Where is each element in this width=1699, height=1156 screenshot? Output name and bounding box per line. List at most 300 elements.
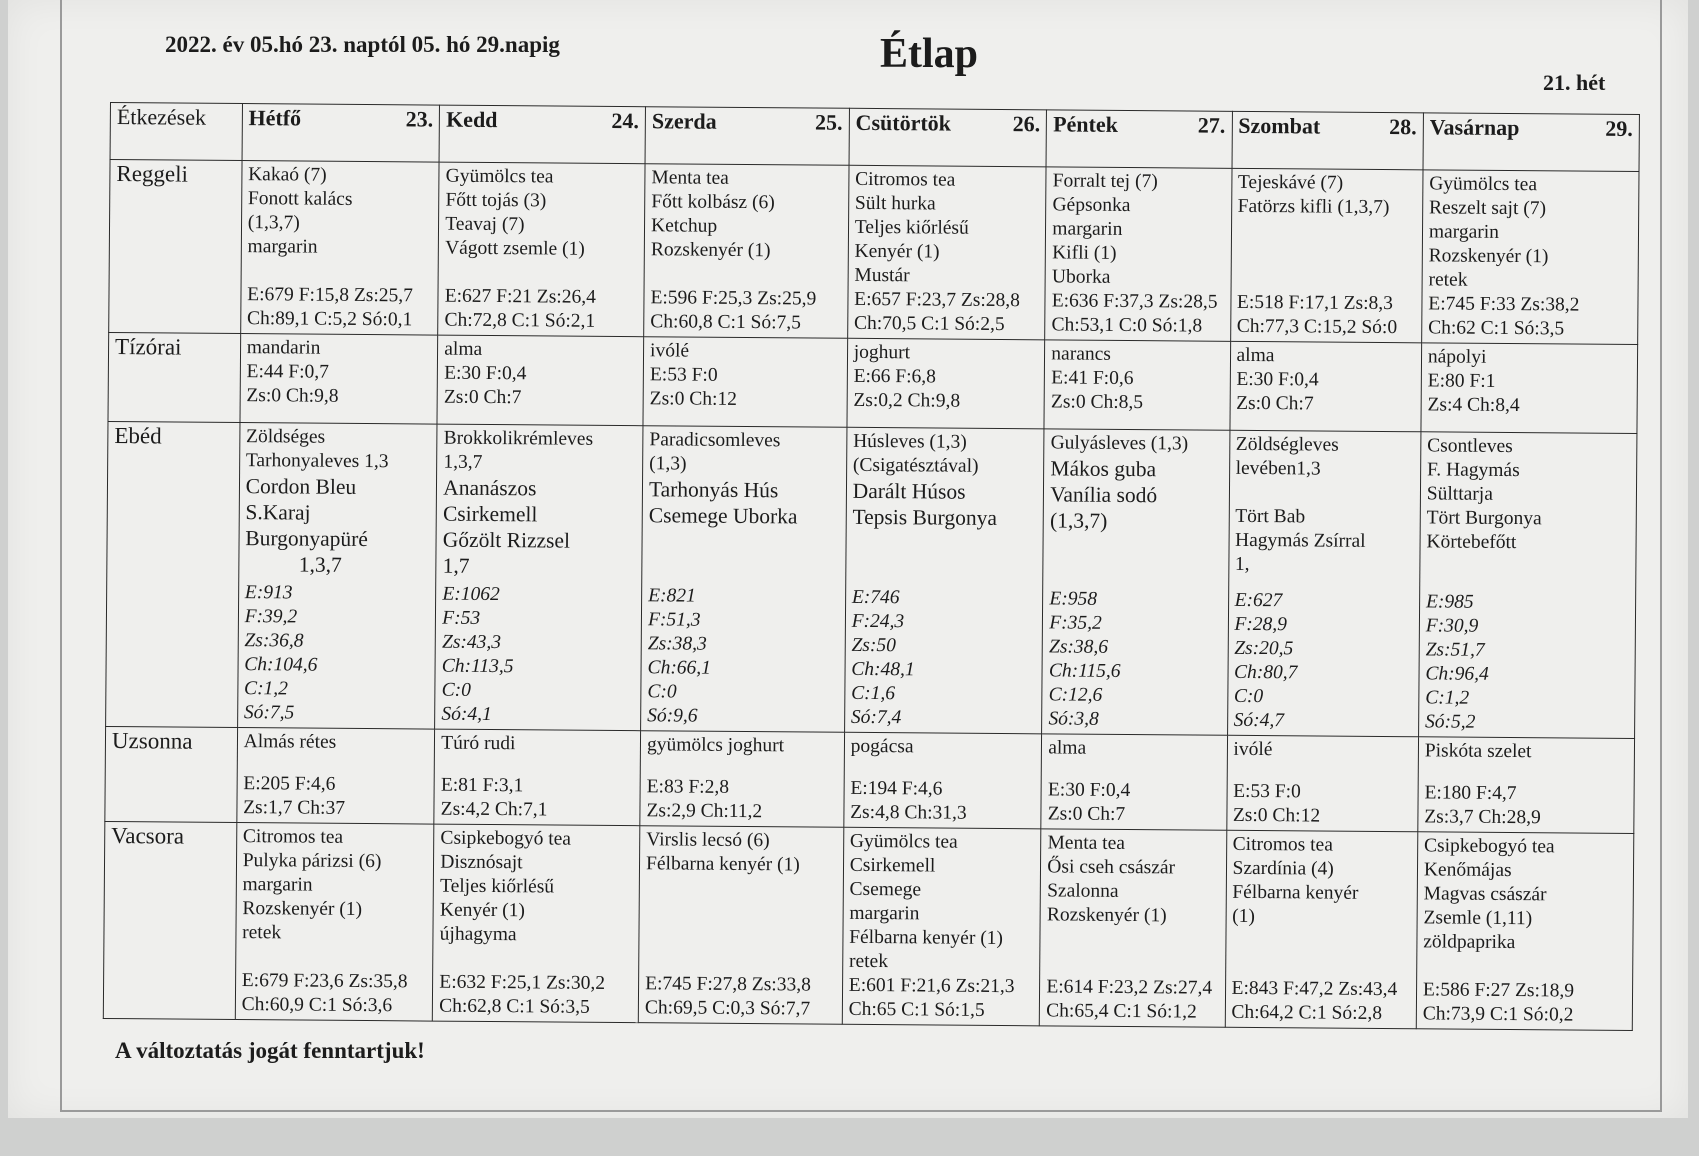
cell-body <box>850 735 1035 826</box>
menu-item: levében1,3 <box>1235 457 1321 480</box>
cell-body <box>645 828 837 1021</box>
menu-cell <box>1045 167 1232 341</box>
nutrition-line: Ch:113,5 <box>441 655 514 678</box>
menu-item: Rozskenyér (1) <box>1046 904 1167 927</box>
nutrition-line: C:0 <box>441 679 471 701</box>
menu-item: Rozskenyér (1) <box>650 239 771 262</box>
meal-label: Vacsora <box>103 821 236 1019</box>
menu-item: pogácsa <box>850 735 914 758</box>
main-dish-line: Vanília sodó <box>1050 482 1158 508</box>
menu-item: Zs:4 Ch:8,4 <box>1427 394 1520 417</box>
nutrition-info <box>242 969 427 1018</box>
menu-item: Csontleves <box>1427 435 1513 458</box>
menu-item: 1, <box>1234 553 1250 575</box>
menu-item: Félbarna kenyér <box>1232 881 1359 904</box>
menu-items <box>849 830 1035 975</box>
menu-item: Gyümölcs tea <box>849 830 958 853</box>
menu-item: Sült hurka <box>854 192 936 215</box>
page-title: Étlap <box>880 31 979 77</box>
nutrition-line: E:205 F:4,6 <box>243 773 336 795</box>
menu-cell <box>235 823 434 1022</box>
menu-items <box>444 338 637 412</box>
menu-items <box>1052 169 1225 290</box>
menu-item: F. Hagymás <box>1426 459 1520 482</box>
menu-item: Tejeskávé (7) <box>1237 171 1344 194</box>
menu-item: E:30 F:0,4 <box>1236 368 1319 391</box>
nutrition-info <box>650 286 841 335</box>
nutrition-line: C:1,2 <box>244 678 289 700</box>
nutrition-line: Ch:53,1 C:0 Só:1,8 <box>1051 314 1203 337</box>
main-dish-line: Darált Húsos <box>852 478 966 504</box>
menu-cell <box>240 334 438 425</box>
menu-item: Forralt tej (7) <box>1052 170 1158 193</box>
menu-item: margarin <box>849 902 920 925</box>
nutrition-info <box>1425 590 1629 736</box>
nutrition-line: Ch:115,6 <box>1048 660 1121 682</box>
menu-item: ivólé <box>1233 738 1273 761</box>
menu-cell <box>847 338 1045 429</box>
menu-item: ivólé <box>650 340 690 362</box>
menu-item: zöldpaprika <box>1423 931 1516 954</box>
day-name: Csütörtök <box>855 109 952 136</box>
menu-items <box>443 427 637 581</box>
nutrition-info <box>444 285 637 335</box>
menu-item: Tarhonyaleves 1,3 <box>245 450 389 473</box>
nutrition-line: E:627 F:21 Zs:26,4 <box>444 285 596 308</box>
nutrition-info <box>441 774 634 824</box>
menu-cell <box>640 731 844 828</box>
nutrition-info <box>849 974 1034 1023</box>
main-dish-line: S.Karaj <box>245 500 311 525</box>
nutrition-line: E:632 F:25,1 Zs:30,2 <box>439 971 606 994</box>
nutrition-line: Ch:62 C:1 Só:3,5 <box>1428 317 1565 340</box>
menu-item: Citromos tea <box>242 826 344 848</box>
nutrition-info <box>1048 587 1221 732</box>
menu-item: Disznósajt <box>440 851 523 874</box>
nutrition-info <box>1051 289 1224 338</box>
menu-item: Piskóta szelet <box>1424 740 1532 763</box>
nutrition-line: Zs:51,7 <box>1425 639 1485 661</box>
nutrition-line: Ch:96,4 <box>1425 663 1489 685</box>
menu-item: Zs:0 Ch:7 <box>443 386 522 409</box>
nutrition-line: E:518 F:17,1 Zs:8,3 <box>1236 291 1394 315</box>
menu-item: Csipkebogyó tea <box>1423 835 1555 858</box>
nutrition-line: F:53 <box>442 607 481 629</box>
nutrition-line: Ch:104,6 <box>244 654 318 676</box>
menu-table-wrap <box>103 102 1640 1031</box>
menu-items <box>646 828 837 877</box>
day-name: Kedd <box>446 106 498 133</box>
day-header <box>1046 110 1232 168</box>
nutrition-line: E:601 F:21,6 Zs:21,3 <box>848 974 1015 998</box>
menu-item: Gyümölcs tea <box>1429 173 1538 196</box>
nutrition-line: Só:3,8 <box>1048 708 1099 730</box>
menu-cell <box>434 729 641 826</box>
menu-item: Kenőmájas <box>1423 859 1512 882</box>
menu-item: Menta tea <box>651 167 729 189</box>
day-number: 26. <box>1012 111 1041 137</box>
nutrition-line: Zs:1,7 Ch:37 <box>243 797 346 819</box>
day-name: Szerda <box>651 108 717 134</box>
nutrition-info <box>1231 977 1410 1026</box>
menu-items <box>649 428 840 529</box>
nutrition-line: Ch:65,4 C:1 Só:1,2 <box>1046 1000 1197 1023</box>
menu-cell <box>437 335 643 426</box>
menu-item: retek <box>1428 269 1468 291</box>
cell-body <box>650 166 842 335</box>
menu-cell <box>844 732 1042 829</box>
menu-cell <box>1044 340 1230 430</box>
menu-item: Csirkemell <box>849 854 936 877</box>
nutrition-info <box>850 777 1035 826</box>
menu-item: (Csigatésztával) <box>852 454 979 477</box>
nutrition-line: F:28,9 <box>1234 613 1288 636</box>
meal-label: Ebéd <box>106 421 240 727</box>
menu-items <box>245 425 431 578</box>
menu-item: Szalonna <box>1047 880 1119 902</box>
nutrition-line: F:30,9 <box>1425 615 1479 637</box>
cell-body <box>242 825 428 1018</box>
day-number: 27. <box>1197 112 1226 138</box>
main-dish-line: Gőzölt Rizzsel <box>442 527 571 553</box>
nutrition-line: Só:7,4 <box>850 706 902 729</box>
week-number: 21. hét <box>1543 70 1606 95</box>
cell-body <box>1233 738 1412 829</box>
day-name: Hétfő <box>248 105 302 131</box>
menu-item: retek <box>848 950 889 973</box>
nutrition-line: E:821 <box>648 585 696 607</box>
menu-item: (1) <box>1232 905 1255 928</box>
menu-items <box>1236 344 1415 417</box>
menu-cell <box>237 728 435 825</box>
main-dish-line: Cordon Bleu <box>245 474 357 499</box>
menu-item: E:53 F:0 <box>649 364 718 386</box>
menu-item: nápolyi <box>1427 346 1487 368</box>
cell-body <box>1424 739 1628 831</box>
nutrition-line: C:12,6 <box>1048 684 1103 706</box>
menu-cell <box>1421 343 1638 434</box>
nutrition-line: Zs:38,3 <box>647 633 707 655</box>
cell-body <box>650 339 841 424</box>
menu-item: Zs:0 Ch:7 <box>1236 392 1314 415</box>
nutrition-info <box>854 288 1039 337</box>
cell-body <box>246 336 431 421</box>
day-name: Vasárnap <box>1429 114 1520 141</box>
menu-items <box>247 163 432 260</box>
main-dish-line: Burgonyapüré <box>245 526 368 552</box>
menu-item <box>1235 481 1414 506</box>
nutrition-info <box>243 772 428 821</box>
nutrition-line: Zs:20,5 <box>1234 637 1294 660</box>
nutrition-line: C:0 <box>1233 685 1264 708</box>
nutrition-line: Ch:66,1 <box>647 657 712 679</box>
nutrition-info <box>851 586 1037 731</box>
nutrition-info <box>1233 780 1412 829</box>
menu-items <box>651 166 842 263</box>
menu-item: Pulyka párizsi (6) <box>242 850 382 873</box>
menu-item: Vágott zsemle (1) <box>445 237 585 260</box>
nutrition-info <box>647 584 839 729</box>
menu-items <box>852 430 1037 531</box>
nutrition-line: E:83 F:2,8 <box>646 776 730 798</box>
day-number: 24. <box>611 107 639 134</box>
menu-item: Zs:0,2 Ch:9,8 <box>853 389 961 412</box>
menu-item: Zöldséges <box>245 426 326 448</box>
meal-label: Reggeli <box>109 160 242 334</box>
nutrition-info <box>1234 589 1414 734</box>
menu-item: Túró rudi <box>441 732 516 755</box>
menu-item: újhagyma <box>439 923 517 946</box>
nutrition-info <box>441 583 635 729</box>
nutrition-line: Ch:89,1 C:5,2 Só:0,1 <box>246 308 413 331</box>
cell-body <box>444 165 638 335</box>
menu-items <box>1426 434 1630 556</box>
menu-items <box>1232 833 1411 930</box>
nutrition-line: E:843 F:47,2 Zs:43,4 <box>1231 977 1398 1001</box>
nutrition-line: Zs:0 Ch:12 <box>1232 804 1321 827</box>
menu-item: Hagymás Zsírral <box>1235 529 1366 552</box>
nutrition-info <box>1237 291 1416 340</box>
menu-items <box>440 827 634 949</box>
main-dish-line: 1,3,7 <box>244 552 342 577</box>
meal-row <box>106 421 1637 738</box>
menu-cell <box>435 424 643 731</box>
day-header <box>849 108 1047 167</box>
menu-items <box>445 165 639 263</box>
menu-cell <box>644 164 849 339</box>
menu-item: Kakaó (7) <box>248 164 327 186</box>
menu-cell <box>1229 341 1421 432</box>
nutrition-line: Zs:50 <box>851 634 897 657</box>
nutrition-line: E:194 F:4,6 <box>850 777 943 800</box>
nutrition-line: Só:4,7 <box>1233 709 1285 732</box>
menu-items <box>246 336 431 409</box>
cell-body <box>439 827 633 1021</box>
nutrition-line: Zs:38,6 <box>1048 636 1109 658</box>
menu-item: Gulyásleves (1,3) <box>1050 432 1189 455</box>
menu-items <box>1428 172 1632 294</box>
menu-items <box>1048 736 1220 761</box>
menu-item: Tört Bab <box>1235 505 1306 528</box>
day-header <box>1232 111 1424 170</box>
cell-body <box>647 428 840 729</box>
nutrition-line: E:627 <box>1234 589 1283 612</box>
menu-item: Reszelt sajt (7) <box>1429 197 1547 220</box>
day-name: Szombat <box>1238 112 1321 139</box>
date-range: 2022. év 05.hó 23. naptól 05. hó 29.napig <box>165 32 560 57</box>
nutrition-line: Ch:72,8 C:1 Só:2,1 <box>444 309 596 332</box>
menu-cell <box>1418 737 1635 834</box>
menu-items <box>1047 831 1220 928</box>
menu-item: Csemege <box>849 878 922 901</box>
nutrition-line: Ch:73,9 C:1 Só:0,2 <box>1422 1003 1574 1026</box>
menu-cell <box>1040 829 1227 1027</box>
nutrition-line: E:746 <box>851 586 900 609</box>
meal-row <box>108 332 1638 433</box>
menu-cell <box>1042 429 1230 735</box>
menu-item: E:30 F:0,4 <box>444 362 527 385</box>
menu-cell <box>638 826 843 1025</box>
menu-items <box>441 732 634 758</box>
nutrition-line: Zs:4,2 Ch:7,1 <box>440 798 548 821</box>
nutrition-line: C:1,2 <box>1425 687 1470 709</box>
nutrition-line: E:1062 <box>442 583 500 606</box>
main-dish-line: Mákos guba <box>1050 456 1157 482</box>
nutrition-line: E:913 <box>244 582 293 604</box>
menu-item: narancs <box>1051 343 1111 365</box>
nutrition-line: Ch:70,5 C:1 Só:2,5 <box>853 312 1005 336</box>
menu-item: margarin <box>247 236 318 258</box>
main-dish-line: Csemege Uborka <box>648 503 798 529</box>
main-dish-line: Ananászos <box>443 475 537 501</box>
menu-item: E:41 F:0,6 <box>1051 367 1134 390</box>
nutrition-info <box>1048 778 1221 827</box>
cell-body <box>853 341 1038 426</box>
menu-item: margarin <box>242 874 313 896</box>
cell-body <box>1428 172 1632 342</box>
menu-item: Sülttarja <box>1426 483 1493 505</box>
day-number: 29. <box>1605 115 1633 141</box>
nutrition-line: E:679 F:15,8 Zs:25,7 <box>247 284 414 307</box>
nutrition-line: Ch:48,1 <box>851 658 915 681</box>
meal-label: Tízórai <box>108 332 240 422</box>
menu-item: Gyümölcs tea <box>445 165 554 188</box>
menu-item: mandarin <box>246 337 321 359</box>
nutrition-line: F:51,3 <box>647 609 701 631</box>
menu-item: alma <box>444 338 483 360</box>
main-dish-line: 1,7 <box>442 553 470 578</box>
nutrition-line: F:39,2 <box>244 606 298 628</box>
cell-body <box>854 168 1040 337</box>
menu-items <box>650 339 841 412</box>
nutrition-line: E:636 F:37,3 Zs:28,5 <box>1051 290 1218 313</box>
menu-items <box>1238 171 1417 220</box>
menu-item: Citromos tea <box>855 168 956 191</box>
nutrition-line: Só:4,1 <box>441 703 492 726</box>
menu-item: Főtt kolbász (6) <box>651 191 775 214</box>
menu-item: Fonott kalács <box>247 188 353 210</box>
menu-item: Menta tea <box>1047 832 1126 854</box>
nutrition-line: F:24,3 <box>851 610 905 633</box>
main-dish-line: Csirkemell <box>442 501 538 527</box>
menu-items <box>1051 342 1224 415</box>
menu-item: (1,3) <box>649 453 687 475</box>
menu-item: Almás rétes <box>243 731 337 753</box>
menu-items <box>1427 345 1631 419</box>
menu-item: E:44 F:0,7 <box>246 361 330 383</box>
main-dish-line: Tarhonyás Hús <box>648 477 779 503</box>
nutrition-line: E:745 F:33 Zs:38,2 <box>1428 293 1580 316</box>
menu-item: Rozskenyér (1) <box>242 898 363 921</box>
cell-body <box>1234 433 1415 734</box>
cell-body <box>1048 431 1223 732</box>
nutrition-line: Ch:80,7 <box>1233 661 1298 684</box>
nutrition-line: E:180 F:4,7 <box>1424 782 1517 805</box>
meal-row <box>105 726 1635 833</box>
menu-item: Brokkolikrémleves <box>443 427 594 450</box>
nutrition-line: E:745 F:27,8 Zs:33,8 <box>645 973 811 996</box>
menu-item: Teavaj (7) <box>445 213 525 236</box>
nutrition-line: Ch:65 C:1 Só:1,5 <box>848 998 985 1021</box>
nutrition-line: E:53 F:0 <box>1233 780 1301 803</box>
cell-body <box>247 163 433 332</box>
nutrition-line: E:30 F:0,4 <box>1047 779 1131 802</box>
menu-cell <box>1041 734 1227 830</box>
cell-body <box>1236 344 1415 429</box>
nutrition-line: Ch:64,2 C:1 Só:2,8 <box>1231 1001 1383 1025</box>
nutrition-line: Ch:60,9 C:1 Só:3,6 <box>241 994 393 1017</box>
nutrition-line: Só:7,5 <box>243 702 295 724</box>
menu-item: Csipkebogyó tea <box>440 827 572 850</box>
menu-cell <box>237 423 437 730</box>
menu-item: Félbarna kenyér (1) <box>645 853 800 876</box>
nutrition-line: F:35,2 <box>1049 612 1102 634</box>
nutrition-line: E:679 F:23,6 Zs:35,8 <box>241 970 408 993</box>
menu-item: Főtt tojás (3) <box>445 189 547 212</box>
nutrition-line: Zs:4,8 Ch:31,3 <box>850 801 967 824</box>
nutrition-line: Ch:77,3 C:15,2 Só:0 <box>1236 315 1398 339</box>
nutrition-line: Só:9,6 <box>647 705 698 727</box>
cell-body <box>1425 434 1630 736</box>
menu-item: alma <box>1048 737 1087 759</box>
day-header <box>439 105 645 164</box>
cell-body <box>851 430 1038 731</box>
menu-item: Körtebefőtt <box>1426 531 1517 554</box>
cell-body <box>441 427 636 729</box>
nutrition-line: E:985 <box>1425 591 1474 613</box>
menu-item: Zs:0 Ch:9,8 <box>246 385 339 407</box>
menu-item: Zs:0 Ch:8,5 <box>1050 391 1144 414</box>
nutrition-info <box>645 972 836 1021</box>
menu-item: Zöldségleves <box>1235 433 1339 456</box>
cell-body <box>1423 834 1628 1028</box>
nutrition-info <box>646 775 837 824</box>
nutrition-line: C:0 <box>647 681 677 703</box>
menu-cell <box>433 824 640 1023</box>
nutrition-line: Ch:60,8 C:1 Só:7,5 <box>650 311 802 334</box>
cell-body <box>1237 171 1417 340</box>
menu-item: Félbarna kenyér (1) <box>849 926 1004 950</box>
day-name: Péntek <box>1053 111 1119 137</box>
menu-items <box>1423 834 1627 956</box>
nutrition-info <box>439 971 632 1021</box>
nutrition-line: Zs:36,8 <box>244 630 304 652</box>
menu-items <box>851 735 1036 760</box>
nutrition-info <box>1424 781 1627 831</box>
day-number: 28. <box>1389 114 1417 140</box>
nutrition-line: E:958 <box>1049 588 1098 610</box>
nutrition-line: Zs:3,7 Ch:28,9 <box>1424 806 1541 829</box>
day-number: 23. <box>405 106 434 132</box>
nutrition-info <box>247 283 432 332</box>
menu-item: Mustár <box>854 264 910 287</box>
cell-body <box>244 425 431 726</box>
day-header <box>645 107 849 166</box>
menu-cell <box>1225 830 1418 1028</box>
menu-table <box>103 102 1640 1031</box>
menu-items <box>244 730 429 755</box>
cell-body <box>444 338 637 424</box>
day-header <box>242 104 440 163</box>
menu-item: retek <box>242 922 282 944</box>
menu-items <box>242 825 427 946</box>
cell-body <box>243 730 428 821</box>
main-dish-line: (1,3,7) <box>1049 508 1108 533</box>
nutrition-line: E:657 F:23,7 Zs:28,8 <box>854 288 1021 312</box>
menu-cell <box>1418 432 1637 739</box>
menu-cell <box>847 165 1046 340</box>
menu-cell <box>641 426 847 733</box>
